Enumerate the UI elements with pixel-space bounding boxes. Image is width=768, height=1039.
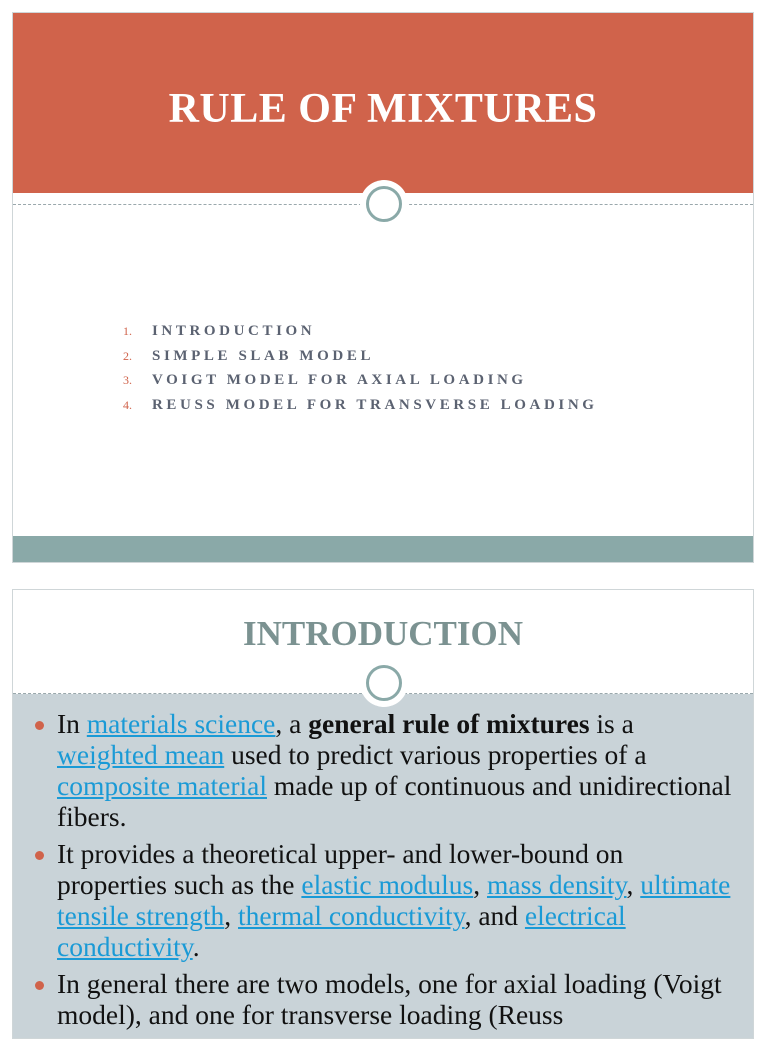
link-weighted-mean[interactable]: weighted mean: [57, 739, 225, 770]
text: It provides a theoretical upper- and lower-bound on properties such as the: [57, 838, 624, 900]
link-ultimate-tensile-strength[interactable]: ultimate tensile strength: [57, 869, 731, 931]
bullet-item: [35, 708, 735, 832]
text: is a: [589, 708, 634, 739]
toc-text: VOIGT MODEL FOR AXIAL LOADING: [152, 372, 527, 389]
bullet-dot-icon: [35, 981, 44, 990]
bold-text: general rule of mixtures: [308, 708, 590, 739]
circle-ornament-icon: [366, 665, 402, 701]
text: used to predict various properties of a: [224, 739, 647, 770]
text: In: [57, 708, 87, 739]
toc-number: 1.: [123, 324, 132, 338]
circle-ornament-icon: [366, 186, 402, 222]
text: ,: [224, 900, 239, 931]
text: made up of continuous and unidirectional fibers.: [57, 770, 732, 832]
link-thermal-conductivity[interactable]: thermal conductivity: [238, 900, 465, 931]
table-of-contents: [123, 319, 598, 418]
text: In general there are two models, one for axial loading (Voigt model), and one for transverse loading (Reuss: [57, 968, 722, 1030]
toc-item: [123, 368, 598, 393]
text: .: [192, 931, 200, 962]
footer-bar: [13, 536, 753, 562]
toc-number: 3.: [123, 373, 132, 388]
introduction-slide: [12, 589, 754, 1039]
toc-number: 2.: [123, 348, 132, 363]
bullet-item: [35, 838, 735, 962]
toc-number: 4.: [123, 398, 132, 413]
toc-item: [123, 344, 598, 369]
text: ,: [626, 869, 641, 900]
link-materials-science[interactable]: materials science: [86, 708, 276, 739]
link-composite-material[interactable]: composite material: [57, 770, 267, 801]
text: , a: [275, 708, 309, 739]
bullet-list: [35, 708, 735, 1036]
link-mass-density[interactable]: mass density: [486, 869, 627, 900]
bullet-dot-icon: [35, 721, 44, 730]
slide-title: INTRODUCTION: [242, 614, 524, 653]
toc-text: REUSS MODEL FOR TRANSVERSE LOADING: [152, 397, 598, 414]
text: ,: [473, 869, 487, 900]
bullet-dot-icon: [35, 851, 44, 860]
bullet-item: [35, 968, 735, 1030]
link-elastic-modulus[interactable]: elastic modulus: [301, 869, 474, 900]
text: , and: [464, 900, 525, 931]
link-electrical-conductivity[interactable]: electrical conductivity: [57, 900, 626, 962]
toc-text: INTRODUCTION: [152, 323, 316, 339]
toc-item: [123, 319, 598, 344]
toc-item: [123, 393, 598, 418]
toc-text: SIMPLE SLAB MODEL: [152, 347, 375, 364]
slide-title: RULE OF MIXTURES: [168, 86, 598, 132]
title-slide: [12, 12, 754, 563]
